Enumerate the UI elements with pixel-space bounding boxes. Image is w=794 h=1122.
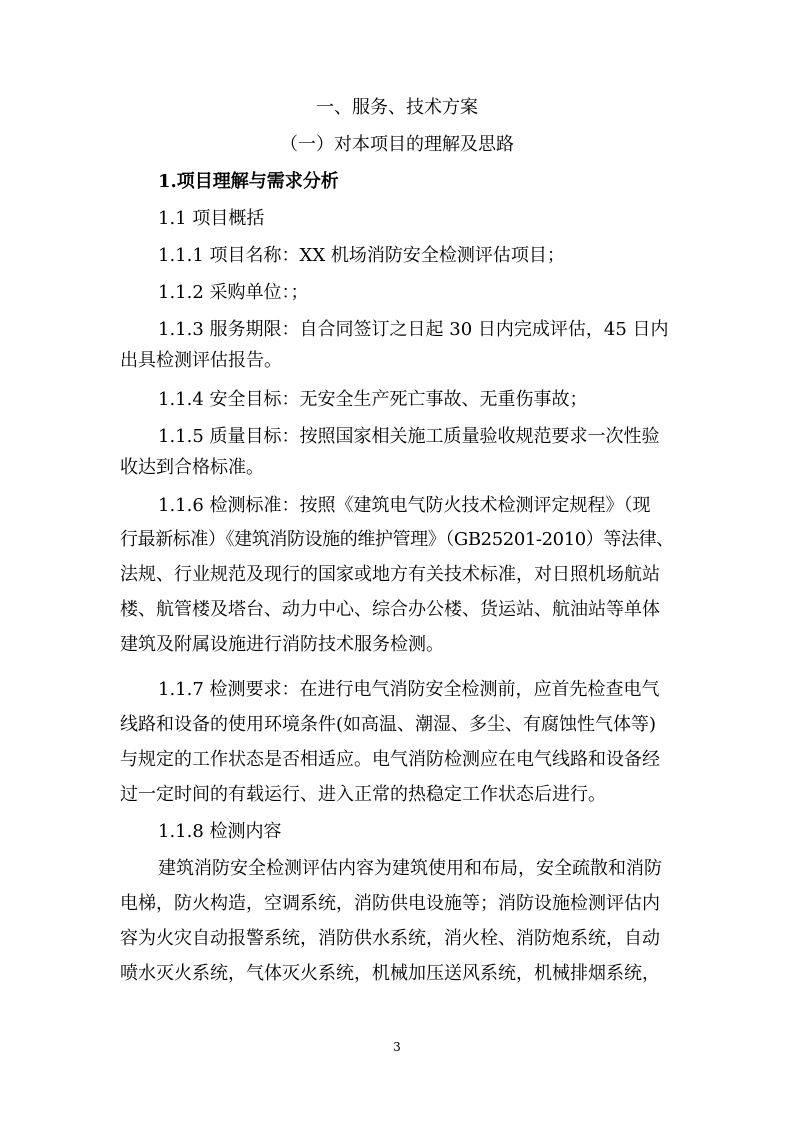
- text-line: 喷水灭火系统，气体灭火系统，机械加压送风系统，机械排烟系统，: [120, 963, 660, 984]
- text-line: 线路和设备的使用环境条件(如高温、潮湿、多尘、有腐蚀性气体等): [120, 714, 657, 735]
- text-line: 1.1 项目概括: [158, 208, 265, 229]
- text-line: 法规、行业规范及现行的国家或地方有关技术标准，对日照机场航站: [120, 564, 660, 585]
- text-line: 容为火灾自动报警系统，消防供水系统，消火栓、消防炮系统，自动: [120, 928, 660, 949]
- text-line: 1.1.2 采购单位：；: [158, 282, 309, 303]
- text-line: 1.1.7 检测要求：在进行电气消防安全检测前，应首先检查电气: [158, 679, 660, 700]
- text-line: 建筑消防安全检测评估内容为建筑使用和布局，安全疏散和消防: [158, 858, 662, 879]
- text-line: 与规定的工作状态是否相适应。电气消防检测应在电气线路和设备经: [120, 749, 660, 770]
- text-line: 1.1.4 安全目标：无安全生产死亡事故、无重伤事故；: [158, 389, 588, 410]
- doc-subtitle: （一）对本项目的理解及思路: [280, 134, 514, 155]
- text-line: 楼、航管楼及塔台、动力中心、综合办公楼、货运站、航油站等单体: [120, 599, 660, 620]
- text-line: 过一定时间的有载运行、进入正常的热稳定工作状态后进行。: [120, 784, 606, 805]
- text-line: 1.1.6 检测标准：按照《建筑电气防火技术检测评定规程》（现: [158, 495, 651, 516]
- text-line: 建筑及附属设施进行消防技术服务检测。: [120, 634, 444, 655]
- text-line: 出具检测评估报告。: [120, 350, 282, 371]
- text-line: 1.1.1 项目名称：XX 机场消防安全检测评估项目；: [158, 245, 565, 266]
- text-line: 1.1.5 质量目标：按照国家相关施工质量验收规范要求一次性验: [158, 426, 660, 447]
- doc-title: 一、服务、技术方案: [316, 97, 478, 118]
- text-line: 行最新标准）《建筑消防设施的维护管理》（GB25201-2010）等法律、: [120, 529, 674, 550]
- text-line: 收达到合格标准。: [120, 457, 264, 478]
- text-line: 1.1.3 服务期限：自合同签订之日起 30 日内完成评估，45 日内: [158, 319, 669, 340]
- section-heading: 1.项目理解与需求分析: [158, 171, 339, 192]
- text-line: 电梯，防火构造，空调系统，消防供电设施等；消防设施检测评估内: [120, 893, 660, 914]
- text-line: 1.1.8 检测内容: [158, 821, 282, 842]
- page-number: 3: [393, 1040, 401, 1054]
